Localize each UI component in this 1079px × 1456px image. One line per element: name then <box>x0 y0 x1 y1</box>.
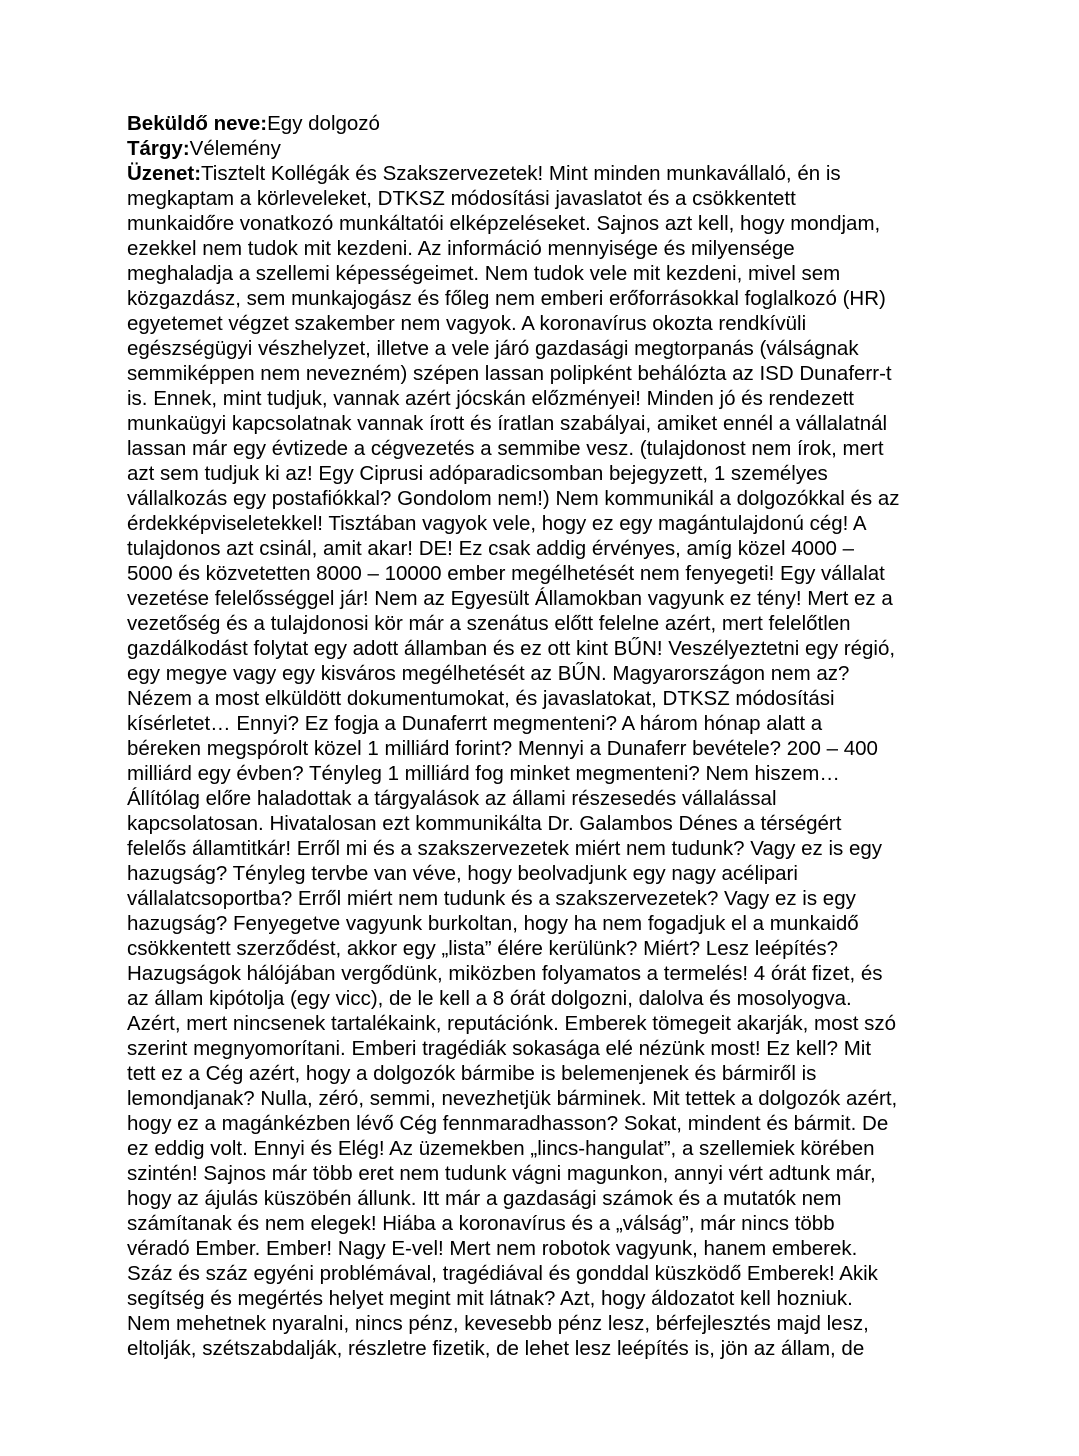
message-line: tulajdonos azt csinál, amit akar! DE! Ez csak addig érvényes, amíg közel 4000 – <box>127 537 854 560</box>
message-line: az állam kipótolja (egy vicc), de le kell a 8 órát dolgozni, dalolva és mosolyogva. <box>127 987 852 1010</box>
message-line: béreken megspórolt közel 1 milliárd forint? Mennyi a Dunaferr bevétele? 200 – 400 <box>127 737 878 760</box>
message-line: vállalatcsoportba? Erről miért nem tudunk és a szakszervezetek? Vagy ez is egy <box>127 887 856 910</box>
message-line: kísérletet… Ennyi? Ez fogja a Dunaferrt megmenteni? A három hónap alatt a <box>127 712 823 735</box>
message-line: vezetőség és a tulajdonosi kör már a szenátus előtt felelne azért, mert felelőtlen <box>127 612 851 635</box>
message-first-line-text: Tisztelt Kollégák és Szakszervezetek! Mint minden munkavállaló, én is <box>201 162 841 185</box>
message-line: megkaptam a körleveleket, DTKSZ módosítási javaslatot és a csökkentett <box>127 187 796 210</box>
sender-field-value: Egy dolgozó <box>267 112 380 135</box>
message-line: véradó Ember. Ember! Nagy E-vel! Mert nem robotok vagyunk, hanem emberek. <box>127 1237 858 1260</box>
message-line: hazugság? Fenyegetve vagyunk burkoltan, hogy ha nem fogadjuk el a munkaidő <box>127 912 859 935</box>
message-line: meghaladja a szellemi képességeimet. Nem tudok vele mit kezdeni, mivel sem <box>127 262 841 285</box>
message-line: Azért, mert nincsenek tartalékaink, reputációnk. Emberek tömegeit akarják, most szó <box>127 1012 897 1035</box>
message-line: 5000 és közvetetten 8000 – 10000 ember megélhetését nem fenyegeti! Egy vállalat <box>127 562 885 585</box>
field-row-sender <box>127 111 900 136</box>
message-line: munkaidőre vonatkozó munkáltatói elképzeléseket. Sajnos azt kell, hogy mondjam, <box>127 212 881 235</box>
message-line: vállalkozás egy postafiókkal? Gondolom nem!) Nem kommunikál a dolgozókkal és az <box>127 487 900 510</box>
message-line: egészségügyi vészhelyzet, illetve a vele járó gazdasági megtorpanás (válságnak <box>127 337 859 360</box>
message-line: számítanak és nem elegek! Hiába a koronavírus és a „válság”, már nincs több <box>127 1212 835 1235</box>
message-line: hazugság? Tényleg tervbe van véve, hogy beolvadjunk egy nagy acélipari <box>127 862 798 885</box>
message-line: egyetemet végzet szakember nem vagyok. A koronavírus okozta rendkívüli <box>127 312 807 335</box>
message-line: kapcsolatosan. Hivatalosan ezt kommunikálta Dr. Galambos Dénes a térségért <box>127 812 842 835</box>
message-line: felelős államtitkár! Erről mi és a szakszervezetek miért nem tudunk? Vagy ez is egy <box>127 837 882 860</box>
message-line: is. Ennek, mint tudjuk, vannak azért jócskán előzményei! Minden jó és rendezett <box>127 387 854 410</box>
message-line: szerint megnyomorítani. Emberi tragédiák sokasága elé nézünk most! Ez kell? Mit <box>127 1037 872 1060</box>
message-line: Hazugságok hálójában vergődünk, miközben folyamatos a termelés! 4 órát fizet, és <box>127 962 883 985</box>
message-line: tett ez a Cég azért, hogy a dolgozók bármibe is belemenjenek és bármiről is <box>127 1062 817 1085</box>
message-line: hogy az ájulás küszöbén állunk. Itt már a gazdasági számok és a mutatók nem <box>127 1187 842 1210</box>
message-line: segítség és megértés helyet megint mit látnak? Azt, hogy áldozatot kell hozniuk. <box>127 1287 853 1310</box>
subject-field-label: Tárgy: <box>127 137 190 160</box>
message-line: ez eddig volt. Ennyi és Elég! Az üzemekben „lincs-hangulat”, a szellemiek körében <box>127 1137 875 1160</box>
message-line: csökkentett szerződést, akkor egy „lista” élére kerülünk? Miért? Lesz leépítés? <box>127 937 838 960</box>
field-row-subject <box>127 136 900 161</box>
message-line: érdekképviseletekkel! Tisztában vagyok vele, hogy ez egy magántulajdonú cég! A <box>127 512 867 535</box>
message-line: vezetése felelősséggel jár! Nem az Egyesült Államokban vagyunk ez tény! Mert ez a <box>127 587 893 610</box>
message-line: eltolják, szétszabdalják, részletre fizetik, de lehet lesz leépítés is, jön az állam, de <box>127 1337 865 1360</box>
message-line: Nem mehetnek nyaralni, nincs pénz, kevesebb pénz lesz, bérfejlesztés majd lesz, <box>127 1312 869 1335</box>
subject-field-value: Vélemény <box>189 137 281 160</box>
message-line: lassan már egy évtizede a cégvezetés a semmibe vesz. (tulajdonost nem írok, mert <box>127 437 884 460</box>
message-line: ezekkel nem tudok mit kezdeni. Az információ mennyisége és milyensége <box>127 237 795 260</box>
message-line: munkaügyi kapcsolatnak vannak írott és íratlan szabályai, amiket ennél a vállalatnál <box>127 412 888 435</box>
message-line: közgazdász, sem munkajogász és főleg nem emberi erőforrásokkal foglalkozó (HR) <box>127 287 886 310</box>
message-line: szintén! Sajnos már több eret nem tudunk vágni magunkon, annyi vért adtunk már, <box>127 1162 876 1185</box>
message-line: azt sem tudjuk ki az! Egy Ciprusi adóparadicsomban bejegyzett, 1 személyes <box>127 462 828 485</box>
message-line: lemondjanak? Nulla, zéró, semmi, nevezhetjük bárminek. Mit tettek a dolgozók azért, <box>127 1087 898 1110</box>
document-page <box>127 111 900 1361</box>
message-line: gazdálkodást folytat egy adott államban és ez ott kint BŰN! Veszélyeztetni egy régió, <box>127 637 896 660</box>
sender-field-label: Beküldő neve: <box>127 112 268 135</box>
message-body <box>127 186 900 1361</box>
message-line: egy megye vagy egy kisváros megélhetését az BŰN. Magyarországon nem az? <box>127 662 850 685</box>
message-line: Száz és száz egyéni problémával, tragédiával és gonddal küszködő Emberek! Akik <box>127 1262 878 1285</box>
message-field-label: Üzenet: <box>127 162 202 185</box>
message-line: Nézem a most elküldött dokumentumokat, és javaslatokat, DTKSZ módosítási <box>127 687 835 710</box>
message-first-line <box>127 161 900 186</box>
message-line: milliárd egy évben? Tényleg 1 milliárd fog minket megmenteni? Nem hiszem… <box>127 762 840 785</box>
message-line: semmiképpen nem nevezném) szépen lassan polipként behálózta az ISD Dunaferr-t <box>127 362 892 385</box>
message-line: Állítólag előre haladottak a tárgyalások az állami részesedés vállalással <box>127 787 777 810</box>
message-line: hogy ez a magánkézben lévő Cég fennmaradhasson? Sokat, mindent és bármit. De <box>127 1112 889 1135</box>
